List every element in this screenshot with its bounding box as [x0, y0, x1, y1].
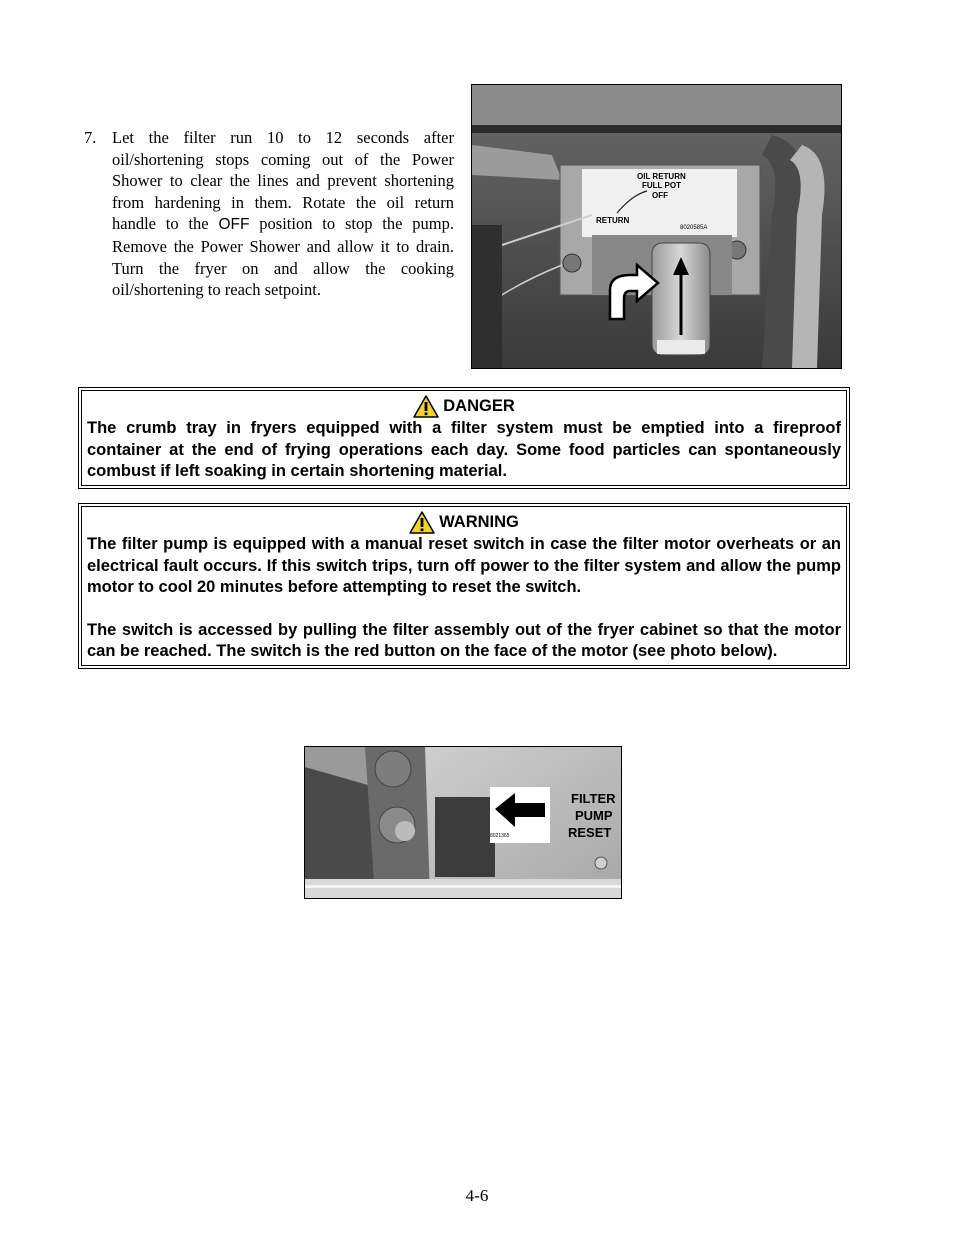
warning-title: WARNING: [439, 512, 519, 531]
filter-pump-reset-photo: [304, 746, 622, 899]
label-full-pot: FULL POT: [642, 181, 681, 190]
danger-box: [78, 387, 850, 489]
label-filter: FILTER: [571, 791, 616, 806]
danger-text: The crumb tray in fryers equipped with a filter system must be emptied into a fireproof container at the end of frying operations each day. Some food particles can spontaneously combust if left soaking in certain shortening material.: [87, 419, 841, 481]
warning-triangle-icon: [409, 511, 435, 534]
label-pump: PUMP: [575, 808, 613, 823]
warning-heading: [87, 511, 841, 534]
warning-paragraph-2: The switch is accessed by pulling the filter assembly out of the fryer cabinet so that the motor can be reached. The switch is the red button on the face of the motor (see photo below).: [87, 620, 841, 661]
off-keyword: OFF: [218, 216, 250, 234]
label-reset: RESET: [568, 825, 612, 840]
label-off: OFF: [652, 191, 668, 200]
warning-box: [78, 503, 850, 669]
warning-triangle-icon: [413, 395, 439, 418]
label-return: RETURN: [596, 216, 630, 225]
danger-title: DANGER: [443, 396, 515, 415]
page-number: 4-6: [465, 1186, 489, 1205]
step-text: Let the filter run 10 to 12 seconds after oil/shortening stops coming out of the Power Shower to clear the lines and prevent shortening from hardening in them. Rotate the oil return handle to the OFF position to stop the pump. Remove the Power Shower and allow it to drain. Turn the fryer on and allow the cooking oil/shortening to reach setpoint.: [112, 128, 454, 300]
label-oil-return: OIL RETURN: [637, 172, 686, 181]
step-7: [84, 127, 454, 301]
oil-return-handle-photo: [471, 84, 842, 369]
warning-paragraph-1: The filter pump is equipped with a manual reset switch in case the filter motor overheats or an electrical fault occurs. If this switch trips, turn off power to the filter system and allow the pump motor to cool 20 minutes before attempting to reset the switch.: [87, 535, 841, 597]
danger-heading: [87, 395, 841, 418]
step-number: 7.: [84, 128, 97, 147]
label-part-number: 8020585A: [680, 225, 708, 231]
reset-part-number: 8021365: [490, 833, 510, 839]
